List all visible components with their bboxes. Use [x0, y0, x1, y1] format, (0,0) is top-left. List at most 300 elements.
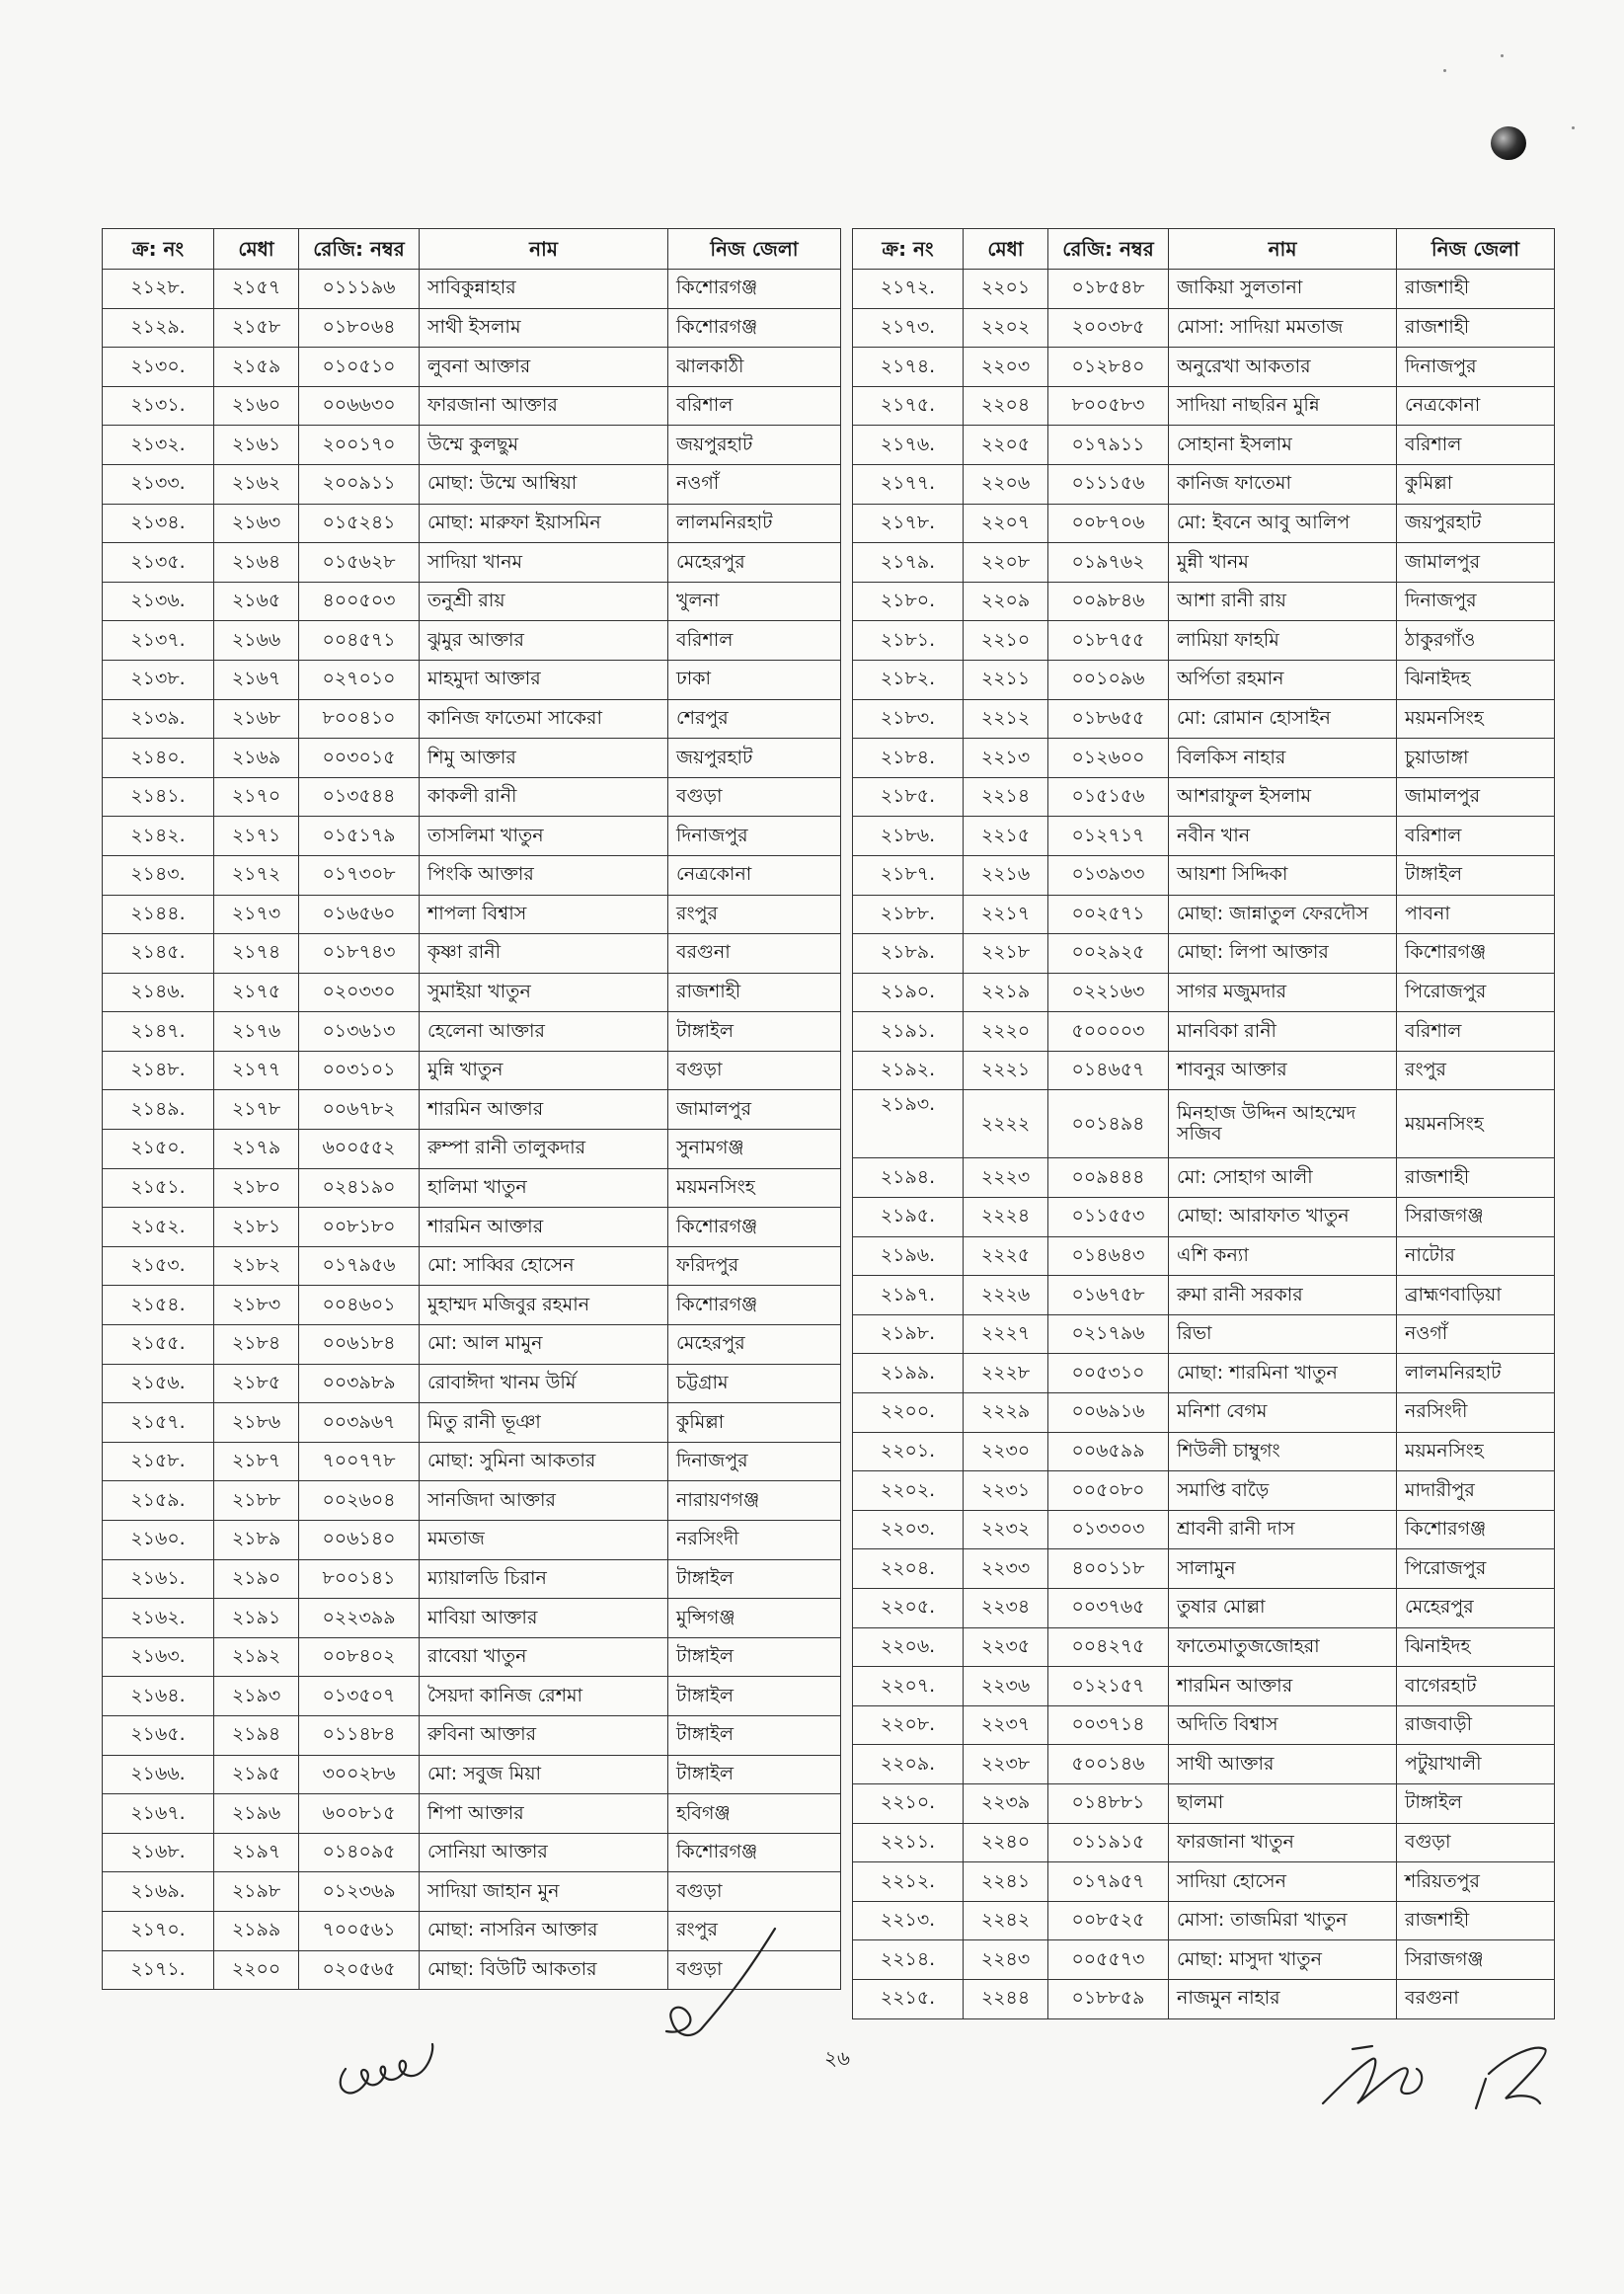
name-cell: সাদিয়া খানম [420, 543, 668, 583]
name-cell: এশি কন্যা [1169, 1236, 1397, 1276]
registration-cell: ০১৬৭৫৮ [1048, 1276, 1169, 1315]
registration-cell: ২০০১৭০ [299, 426, 420, 465]
table-row [853, 1549, 1555, 1589]
district-cell: টাঙ্গাইল [668, 1559, 841, 1599]
table-row [853, 973, 1555, 1012]
district-cell: জয়পুরহাট [668, 739, 841, 778]
table-row [853, 1589, 1555, 1628]
merit-cell: ২২১৯ [964, 973, 1048, 1012]
name-cell: সানজিদা আক্তার [420, 1481, 668, 1521]
serial-cell: ২২১৩. [853, 1901, 964, 1940]
registration-cell: ২০০৩৮৫ [1048, 308, 1169, 348]
district-cell: রাজশাহী [1397, 1901, 1555, 1940]
registration-cell: ০০৯৪৪৪ [1048, 1158, 1169, 1198]
serial-cell: ২১৪০. [103, 739, 214, 778]
serial-cell: ২১৯১. [853, 1012, 964, 1052]
table-row [103, 1403, 841, 1443]
district-cell: সুনামগঞ্জ [668, 1130, 841, 1169]
registration-cell: ০১১১৯৬ [299, 270, 420, 309]
name-cell: আশা রানী রায় [1169, 582, 1397, 621]
district-cell: রাজশাহী [1397, 308, 1555, 348]
name-cell: সাদিয়া নাছরিন মুন্নি [1169, 386, 1397, 426]
district-cell: রংপুর [668, 1911, 841, 1950]
name-cell: রোবাঈদা খানম উর্মি [420, 1364, 668, 1403]
merit-cell: ২২৩৭ [964, 1705, 1048, 1745]
table-row [853, 1198, 1555, 1237]
district-cell: পিরোজপুর [1397, 973, 1555, 1012]
registration-cell: ০০২৫৭১ [1048, 895, 1169, 934]
table-row [853, 1940, 1555, 1980]
table-row [103, 1481, 841, 1521]
merit-cell: ২২৪৩ [964, 1940, 1048, 1980]
merit-cell: ২১৯৬ [214, 1794, 299, 1834]
table-row [853, 348, 1555, 387]
registration-cell: ০০৪৬০১ [299, 1286, 420, 1325]
name-cell: মোছা: নাসরিন আক্তার [420, 1911, 668, 1950]
registration-cell: ০১৪৬৪৩ [1048, 1236, 1169, 1276]
serial-cell: ২১৫০. [103, 1130, 214, 1169]
name-cell: বিলকিস নাহার [1169, 739, 1397, 778]
serial-cell: ২২১০. [853, 1783, 964, 1823]
name-cell: ফারজানা আক্তার [420, 386, 668, 426]
name-cell: মোছা: শারমিনা খাতুন [1169, 1354, 1397, 1393]
name-cell: মোছা: লিপা আক্তার [1169, 934, 1397, 974]
name-cell: ম্যায়ালডি চিরান [420, 1559, 668, 1599]
serial-cell: ২১৯২. [853, 1051, 964, 1090]
name-cell: হেলেনা আক্তার [420, 1012, 668, 1052]
table-row [103, 1090, 841, 1130]
name-cell: উম্মে কুলছুম [420, 426, 668, 465]
merit-cell: ২১৬১ [214, 426, 299, 465]
serial-cell: ২২০২. [853, 1471, 964, 1511]
registration-cell: ৫০০১৪৬ [1048, 1745, 1169, 1784]
table-row [853, 308, 1555, 348]
merit-cell: ২২২৫ [964, 1236, 1048, 1276]
table-row [103, 1755, 841, 1794]
table-row [853, 660, 1555, 699]
serial-cell: ২২০৫. [853, 1589, 964, 1628]
table-row [103, 777, 841, 817]
serial-cell: ২২০৪. [853, 1549, 964, 1589]
table-row [103, 1246, 841, 1286]
district-cell: শেরপুর [668, 699, 841, 739]
table-header-row [103, 229, 841, 270]
district-cell: নেত্রকোনা [1397, 386, 1555, 426]
registration-cell: ০১১১৫৬ [1048, 464, 1169, 504]
name-cell: মোসা: তাজমিরা খাতুন [1169, 1901, 1397, 1940]
district-cell: ময়মনসিংহ [1397, 699, 1555, 739]
name-cell: ছালমা [1169, 1783, 1397, 1823]
merit-cell: ২১৭৪ [214, 934, 299, 974]
table-row [103, 1599, 841, 1638]
scan-speck [1572, 126, 1575, 129]
name-cell: অর্পিতা রহমান [1169, 660, 1397, 699]
registration-cell: ০২২১৬৩ [1048, 973, 1169, 1012]
name-cell: মাহমুদা আক্তার [420, 660, 668, 699]
table-row [853, 1158, 1555, 1198]
name-cell: মিতু রানী ভূঞা [420, 1403, 668, 1443]
serial-cell: ২১৭৯. [853, 543, 964, 583]
table-row [103, 504, 841, 543]
district-cell: চট্টগ্রাম [668, 1364, 841, 1403]
registration-cell: ০০৮৭০৬ [1048, 504, 1169, 543]
registration-cell: ০০৫৩১০ [1048, 1354, 1169, 1393]
registration-cell: ০১৩৬১৩ [299, 1012, 420, 1052]
registration-cell: ০১৮৫৪৮ [1048, 270, 1169, 309]
merit-cell: ২২১০ [964, 621, 1048, 661]
district-cell: কিশোরগঞ্জ [668, 270, 841, 309]
serial-cell: ২১৬৪. [103, 1677, 214, 1716]
signature-left [326, 2024, 464, 2103]
registration-cell: ০১৪০৯৫ [299, 1833, 420, 1872]
table-row [103, 1637, 841, 1677]
registration-cell: ০২০৫৬৫ [299, 1950, 420, 1990]
serial-cell: ২২১২. [853, 1862, 964, 1902]
merit-cell: ২২৪১ [964, 1862, 1048, 1902]
table-row [103, 1833, 841, 1872]
district-cell: রংপুর [668, 895, 841, 934]
merit-cell: ২২৩০ [964, 1432, 1048, 1471]
district-cell: বগুড়া [1397, 1823, 1555, 1862]
merit-cell: ২১৯৩ [214, 1677, 299, 1716]
merit-cell: ২১৬৫ [214, 582, 299, 621]
merit-cell: ২১৭৬ [214, 1012, 299, 1052]
merit-cell: ২১৯৮ [214, 1872, 299, 1912]
registration-cell: ০০৬১৮৪ [299, 1325, 420, 1365]
serial-cell: ২১৬৩. [103, 1637, 214, 1677]
table-row [853, 1012, 1555, 1052]
district-cell: টাঙ্গাইল [1397, 1783, 1555, 1823]
name-cell: হালিমা খাতুন [420, 1168, 668, 1208]
registration-cell: ০১৮০৬৪ [299, 308, 420, 348]
table-row [853, 934, 1555, 974]
district-cell: কিশোরগঞ্জ [668, 1208, 841, 1247]
serial-cell: ২১৮৯. [853, 934, 964, 974]
table-row [853, 386, 1555, 426]
registration-cell: ০০৬১৪০ [299, 1521, 420, 1560]
district-cell: বরগুনা [1397, 1979, 1555, 2018]
serial-cell: ২১৫৩. [103, 1246, 214, 1286]
table-body-right [853, 270, 1555, 2019]
merit-cell: ২২৪৪ [964, 1979, 1048, 2018]
name-cell: সৈয়দা কানিজ রেশমা [420, 1677, 668, 1716]
name-cell: রুবিনা আক্তার [420, 1715, 668, 1755]
name-cell: সুমাইয়া খাতুন [420, 973, 668, 1012]
district-cell: নরসিংদী [1397, 1393, 1555, 1433]
district-cell: কুমিল্লা [1397, 464, 1555, 504]
table-row [853, 426, 1555, 465]
name-cell: ফাতেমাতুজজোহরা [1169, 1627, 1397, 1667]
registration-cell: ০১৫১৫৬ [1048, 777, 1169, 817]
serial-cell: ২১৯৩. [853, 1090, 964, 1158]
merit-cell: ২১৮৯ [214, 1521, 299, 1560]
district-cell: টাঙ্গাইল [668, 1637, 841, 1677]
name-cell: মোছা: মাসুদা খাতুন [1169, 1940, 1397, 1980]
table-row [853, 1627, 1555, 1667]
name-cell: সাবিকুন্নাহার [420, 270, 668, 309]
district-cell: রাজশাহী [1397, 1158, 1555, 1198]
registration-cell: ০১২৩৬৯ [299, 1872, 420, 1912]
serial-cell: ২১৮৬. [853, 817, 964, 856]
district-cell: নেত্রকোনা [668, 855, 841, 895]
district-cell: ঠাকুরগাঁও [1397, 621, 1555, 661]
merit-cell: ২১৭৩ [214, 895, 299, 934]
district-cell: কিশোরগঞ্জ [668, 308, 841, 348]
district-cell: নারায়ণগঞ্জ [668, 1481, 841, 1521]
district-cell: ঝিনাইদহ [1397, 1627, 1555, 1667]
district-cell: টাঙ্গাইল [668, 1677, 841, 1716]
merit-cell: ২২৩৮ [964, 1745, 1048, 1784]
registration-cell: ০১২৬০০ [1048, 739, 1169, 778]
serial-cell: ২১৩৫. [103, 543, 214, 583]
merit-cell: ২২৩৫ [964, 1627, 1048, 1667]
serial-cell: ২১৬৮. [103, 1833, 214, 1872]
scan-speck [1501, 54, 1504, 57]
registration-cell: ০১৭৯৫৬ [299, 1246, 420, 1286]
registration-cell: ০১৫২৪১ [299, 504, 420, 543]
name-cell: মোছা: বিউটি আকতার [420, 1950, 668, 1990]
merit-cell: ২১৮৩ [214, 1286, 299, 1325]
merit-cell: ২২৩৬ [964, 1667, 1048, 1706]
serial-cell: ২১৬১. [103, 1559, 214, 1599]
district-cell: দিনাজপুর [668, 1442, 841, 1481]
name-cell: কানিজ ফাতেমা সাকেরা [420, 699, 668, 739]
district-cell: পিরোজপুর [1397, 1549, 1555, 1589]
serial-cell: ২১৯৫. [853, 1198, 964, 1237]
name-cell: পিংকি আক্তার [420, 855, 668, 895]
merit-cell: ২২১৭ [964, 895, 1048, 934]
merit-cell: ২২৩২ [964, 1510, 1048, 1549]
table-row [103, 1442, 841, 1481]
results-table-left [102, 228, 841, 1990]
table-row [103, 426, 841, 465]
district-cell: মেহেরপুর [1397, 1589, 1555, 1628]
header-district: নিজ জেলা [668, 229, 841, 270]
serial-cell: ২১৮২. [853, 660, 964, 699]
name-cell: কানিজ ফাতেমা [1169, 464, 1397, 504]
serial-cell: ২১৫৯. [103, 1481, 214, 1521]
table-row [103, 817, 841, 856]
district-cell: নাটোর [1397, 1236, 1555, 1276]
table-row [853, 621, 1555, 661]
serial-cell: ২১২৮. [103, 270, 214, 309]
registration-cell: ০১৫১৭৯ [299, 817, 420, 856]
registration-cell: ০২১৭৯৬ [1048, 1314, 1169, 1354]
registration-cell: ৭০০৭৭৮ [299, 1442, 420, 1481]
name-cell: মুন্নী খানম [1169, 543, 1397, 583]
table-row [103, 1012, 841, 1052]
table-row [853, 1432, 1555, 1471]
merit-cell: ২১৭১ [214, 817, 299, 856]
serial-cell: ২১৫২. [103, 1208, 214, 1247]
merit-cell: ২২০৫ [964, 426, 1048, 465]
merit-cell: ২১৯০ [214, 1559, 299, 1599]
merit-cell: ২১৮৬ [214, 1403, 299, 1443]
name-cell: শিপা আক্তার [420, 1794, 668, 1834]
name-cell: কাকলী রানী [420, 777, 668, 817]
registration-cell: ০১১৯১৫ [1048, 1823, 1169, 1862]
name-cell: মো: আল মামুন [420, 1325, 668, 1365]
registration-cell: ০০৫০৮০ [1048, 1471, 1169, 1511]
table-row [103, 1677, 841, 1716]
registration-cell: ০০৬৬৩০ [299, 386, 420, 426]
registration-cell: ৪০০১১৮ [1048, 1549, 1169, 1589]
table-row [853, 582, 1555, 621]
table-row [853, 1745, 1555, 1784]
table-row [853, 1090, 1555, 1158]
district-cell: বরিশাল [1397, 1012, 1555, 1052]
registration-cell: ০০২৬০৪ [299, 1481, 420, 1521]
table-row [853, 1823, 1555, 1862]
registration-cell: ৩০০২৮৬ [299, 1755, 420, 1794]
name-cell: অদিতি বিশ্বাস [1169, 1705, 1397, 1745]
merit-cell: ২২৩৯ [964, 1783, 1048, 1823]
merit-cell: ২২০১ [964, 270, 1048, 309]
table-header-row [853, 229, 1555, 270]
district-cell: জয়পুরহাট [1397, 504, 1555, 543]
table-row [103, 855, 841, 895]
district-cell: বরিশাল [1397, 817, 1555, 856]
district-cell: মেহেরপুর [668, 543, 841, 583]
registration-cell: ০১১৫৫৩ [1048, 1198, 1169, 1237]
serial-cell: ২১৫৭. [103, 1403, 214, 1443]
registration-cell: ০১৬৫৬০ [299, 895, 420, 934]
serial-cell: ২১৯৪. [853, 1158, 964, 1198]
header-merit: মেধা [964, 229, 1048, 270]
registration-cell: ০১৭৯৫৭ [1048, 1862, 1169, 1902]
name-cell: রাবেয়া খাতুন [420, 1637, 668, 1677]
registration-cell: ০০৬৫৯৯ [1048, 1432, 1169, 1471]
registration-cell: ০০১৪৯৪ [1048, 1090, 1169, 1158]
name-cell: তাসলিমা খাতুন [420, 817, 668, 856]
name-cell: মনিশা বেগম [1169, 1393, 1397, 1433]
serial-cell: ২১৭৬. [853, 426, 964, 465]
header-name: নাম [420, 229, 668, 270]
merit-cell: ২২২২ [964, 1090, 1048, 1158]
registration-cell: ০১৩৫৪৪ [299, 777, 420, 817]
registration-cell: ০০৩১০১ [299, 1051, 420, 1090]
scan-artifact-dot [1491, 126, 1526, 160]
table-row [853, 699, 1555, 739]
district-cell: নরসিংদী [668, 1521, 841, 1560]
name-cell: জাকিয়া সুলতানা [1169, 270, 1397, 309]
name-cell: আশরাফুল ইসলাম [1169, 777, 1397, 817]
district-cell: ব্রাহ্মণবাড়িয়া [1397, 1276, 1555, 1315]
name-cell: তুষার মোল্লা [1169, 1589, 1397, 1628]
district-cell: বরিশাল [668, 621, 841, 661]
serial-cell: ২১৫৪. [103, 1286, 214, 1325]
header-serial: ক্র: নং [853, 229, 964, 270]
table-row [103, 464, 841, 504]
district-cell: নওগাঁ [668, 464, 841, 504]
table-row [103, 1521, 841, 1560]
table-row [853, 895, 1555, 934]
serial-cell: ২১৫৬. [103, 1364, 214, 1403]
table-row [853, 504, 1555, 543]
district-cell: শরিয়তপুর [1397, 1862, 1555, 1902]
registration-cell: ০১৭৩০৮ [299, 855, 420, 895]
table-row [853, 1051, 1555, 1090]
merit-cell: ২১৭০ [214, 777, 299, 817]
district-cell: রাজশাহী [1397, 270, 1555, 309]
name-cell: মোছা: মারুফা ইয়াসমিন [420, 504, 668, 543]
serial-cell: ২১৩৩. [103, 464, 214, 504]
merit-cell: ২১৭৯ [214, 1130, 299, 1169]
name-cell: ঝুমুর আক্তার [420, 621, 668, 661]
merit-cell: ২২১৪ [964, 777, 1048, 817]
serial-cell: ২১৮১. [853, 621, 964, 661]
district-cell: হবিগঞ্জ [668, 1794, 841, 1834]
merit-cell: ২১৬৯ [214, 739, 299, 778]
serial-cell: ২১৪১. [103, 777, 214, 817]
serial-cell: ২১৪৭. [103, 1012, 214, 1052]
merit-cell: ২১৯৫ [214, 1755, 299, 1794]
registration-cell: ৬০০৫৫২ [299, 1130, 420, 1169]
merit-cell: ২২৪২ [964, 1901, 1048, 1940]
merit-cell: ২২২০ [964, 1012, 1048, 1052]
name-cell: সাদিয়া হোসেন [1169, 1862, 1397, 1902]
merit-cell: ২২০৮ [964, 543, 1048, 583]
merit-cell: ২১৮১ [214, 1208, 299, 1247]
district-cell: টাঙ্গাইল [1397, 855, 1555, 895]
table-row [103, 621, 841, 661]
merit-cell: ২২২৩ [964, 1158, 1048, 1198]
serial-cell: ২১৪৫. [103, 934, 214, 974]
name-cell: নাজমুন নাহার [1169, 1979, 1397, 2018]
table-row [853, 1979, 1555, 2018]
registration-cell: ০১৮৮৫৯ [1048, 1979, 1169, 2018]
table-row [103, 660, 841, 699]
serial-cell: ২১৪৬. [103, 973, 214, 1012]
table-row [103, 1364, 841, 1403]
merit-cell: ২২৩১ [964, 1471, 1048, 1511]
table-row [853, 1393, 1555, 1433]
name-cell: মো: সবুজ মিয়া [420, 1755, 668, 1794]
district-cell: বরগুনা [668, 934, 841, 974]
name-cell: লুবনা আক্তার [420, 348, 668, 387]
serial-cell: ২১৬০. [103, 1521, 214, 1560]
merit-cell: ২১৬৭ [214, 660, 299, 699]
merit-cell: ২২৪০ [964, 1823, 1048, 1862]
serial-cell: ২২০০. [853, 1393, 964, 1433]
serial-cell: ২১৭৮. [853, 504, 964, 543]
serial-cell: ২১৫১. [103, 1168, 214, 1208]
serial-cell: ২১৪২. [103, 817, 214, 856]
table-row [103, 1715, 841, 1755]
name-cell: কৃষ্ণা রানী [420, 934, 668, 974]
serial-cell: ২১৪৯. [103, 1090, 214, 1130]
table-row [103, 739, 841, 778]
name-cell: তনুশ্রী রায় [420, 582, 668, 621]
merit-cell: ২২১৫ [964, 817, 1048, 856]
serial-cell: ২২০৭. [853, 1667, 964, 1706]
merit-cell: ২১৯৯ [214, 1911, 299, 1950]
name-cell: মুন্নি খাতুন [420, 1051, 668, 1090]
district-cell: ময়মনসিংহ [1397, 1090, 1555, 1158]
merit-cell: ২২২৬ [964, 1276, 1048, 1315]
table-row [103, 1325, 841, 1365]
registration-cell: ০০৬৭৮২ [299, 1090, 420, 1130]
serial-cell: ২১৬৫. [103, 1715, 214, 1755]
name-cell: রুম্পা রানী তালুকদার [420, 1130, 668, 1169]
serial-cell: ২১২৯. [103, 308, 214, 348]
table-row [103, 582, 841, 621]
district-cell: পটুয়াখালী [1397, 1745, 1555, 1784]
table-body-left [103, 270, 841, 1990]
table-row [853, 855, 1555, 895]
registration-cell: ৪০০৫০৩ [299, 582, 420, 621]
table-row [853, 1471, 1555, 1511]
